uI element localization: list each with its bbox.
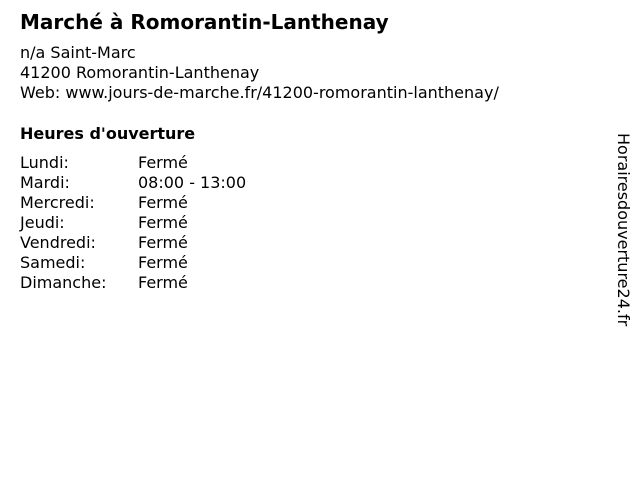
address-block xyxy=(20,43,499,103)
address-street: n/a Saint-Marc xyxy=(20,43,136,62)
day-label: Vendredi: xyxy=(20,233,96,252)
hours-row-saturday xyxy=(20,253,246,273)
side-brand-watermark: Horairesdouverture24.fr xyxy=(614,133,633,327)
day-label: Mardi: xyxy=(20,173,70,192)
page-title: Marché à Romorantin-Lanthenay xyxy=(20,10,389,34)
hours-row-wednesday xyxy=(20,193,246,213)
hours-row-friday xyxy=(20,233,246,253)
hours-heading: Heures d'ouverture xyxy=(20,124,196,143)
day-hours: Fermé xyxy=(138,273,188,292)
address-city: 41200 Romorantin-Lanthenay xyxy=(20,63,260,82)
day-label: Dimanche: xyxy=(20,273,107,292)
hours-row-monday xyxy=(20,153,246,173)
address-web: Web: www.jours-de-marche.fr/41200-romorantin-lanthenay/ xyxy=(20,83,499,102)
day-hours: Fermé xyxy=(138,233,188,252)
day-label: Jeudi: xyxy=(20,213,65,232)
day-hours: Fermé xyxy=(138,213,188,232)
day-label: Lundi: xyxy=(20,153,69,172)
day-hours: Fermé xyxy=(138,193,188,212)
day-hours: Fermé xyxy=(138,153,188,172)
day-hours: 08:00 - 13:00 xyxy=(138,173,247,192)
day-label: Mercredi: xyxy=(20,193,95,212)
hours-table xyxy=(20,153,246,293)
day-label: Samedi: xyxy=(20,253,86,272)
hours-row-tuesday xyxy=(20,173,246,193)
hours-row-sunday xyxy=(20,273,246,293)
day-hours: Fermé xyxy=(138,253,188,272)
hours-row-thursday xyxy=(20,213,246,233)
